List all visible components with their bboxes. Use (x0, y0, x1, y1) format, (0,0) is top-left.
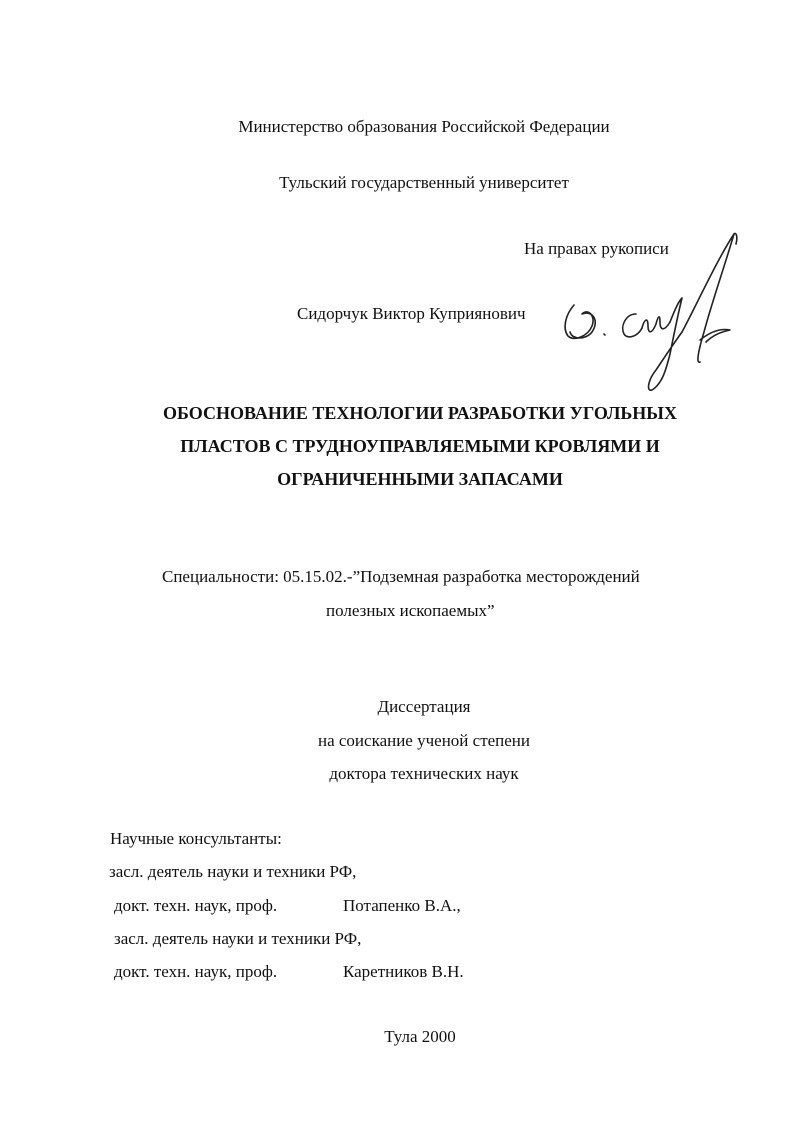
specialty-line-2: полезных ископаемых” (326, 601, 495, 620)
consultant-2-degree: докт. техн. наук, проф. (114, 962, 278, 981)
degree-line: на соискание ученой степени (317, 731, 531, 750)
consultant-1-name: Потапенко В.А., (343, 896, 461, 915)
consultants-heading: Научные консультанты: (110, 829, 282, 848)
university-header: Тульский государственный университет (279, 173, 569, 192)
dissertation-label: Диссертация (377, 697, 471, 716)
author-signature (548, 228, 748, 398)
dissertation-title-line-3: ОГРАНИЧЕННЫМИ ЗАПАСАМИ (277, 469, 563, 489)
degree-field: доктора технических наук (329, 764, 519, 783)
author-name: Сидорчук Виктор Куприянович (297, 304, 526, 323)
dissertation-title-line-2: ПЛАСТОВ С ТРУДНОУПРАВЛЯЕМЫМИ КРОВЛЯМИ И (180, 436, 660, 456)
ministry-header: Министерство образования Российской Федерации (238, 117, 610, 136)
consultant-1-title: засл. деятель науки и техники РФ, (109, 862, 357, 881)
specialty-line-1: Специальности: 05.15.02.-”Подземная разработка месторождений (162, 567, 640, 586)
consultant-1-degree: докт. техн. наук, проф. (114, 896, 278, 915)
dissertation-title-line-1: ОБОСНОВАНИЕ ТЕХНОЛОГИИ РАЗРАБОТКИ УГОЛЬНЫХ (163, 403, 677, 423)
consultant-2-title: засл. деятель науки и техники РФ, (114, 929, 362, 948)
consultant-2-name: Каретников В.Н. (343, 962, 464, 981)
manuscript-note: На правах рукописи (524, 239, 669, 258)
city-year: Тула 2000 (384, 1027, 456, 1046)
